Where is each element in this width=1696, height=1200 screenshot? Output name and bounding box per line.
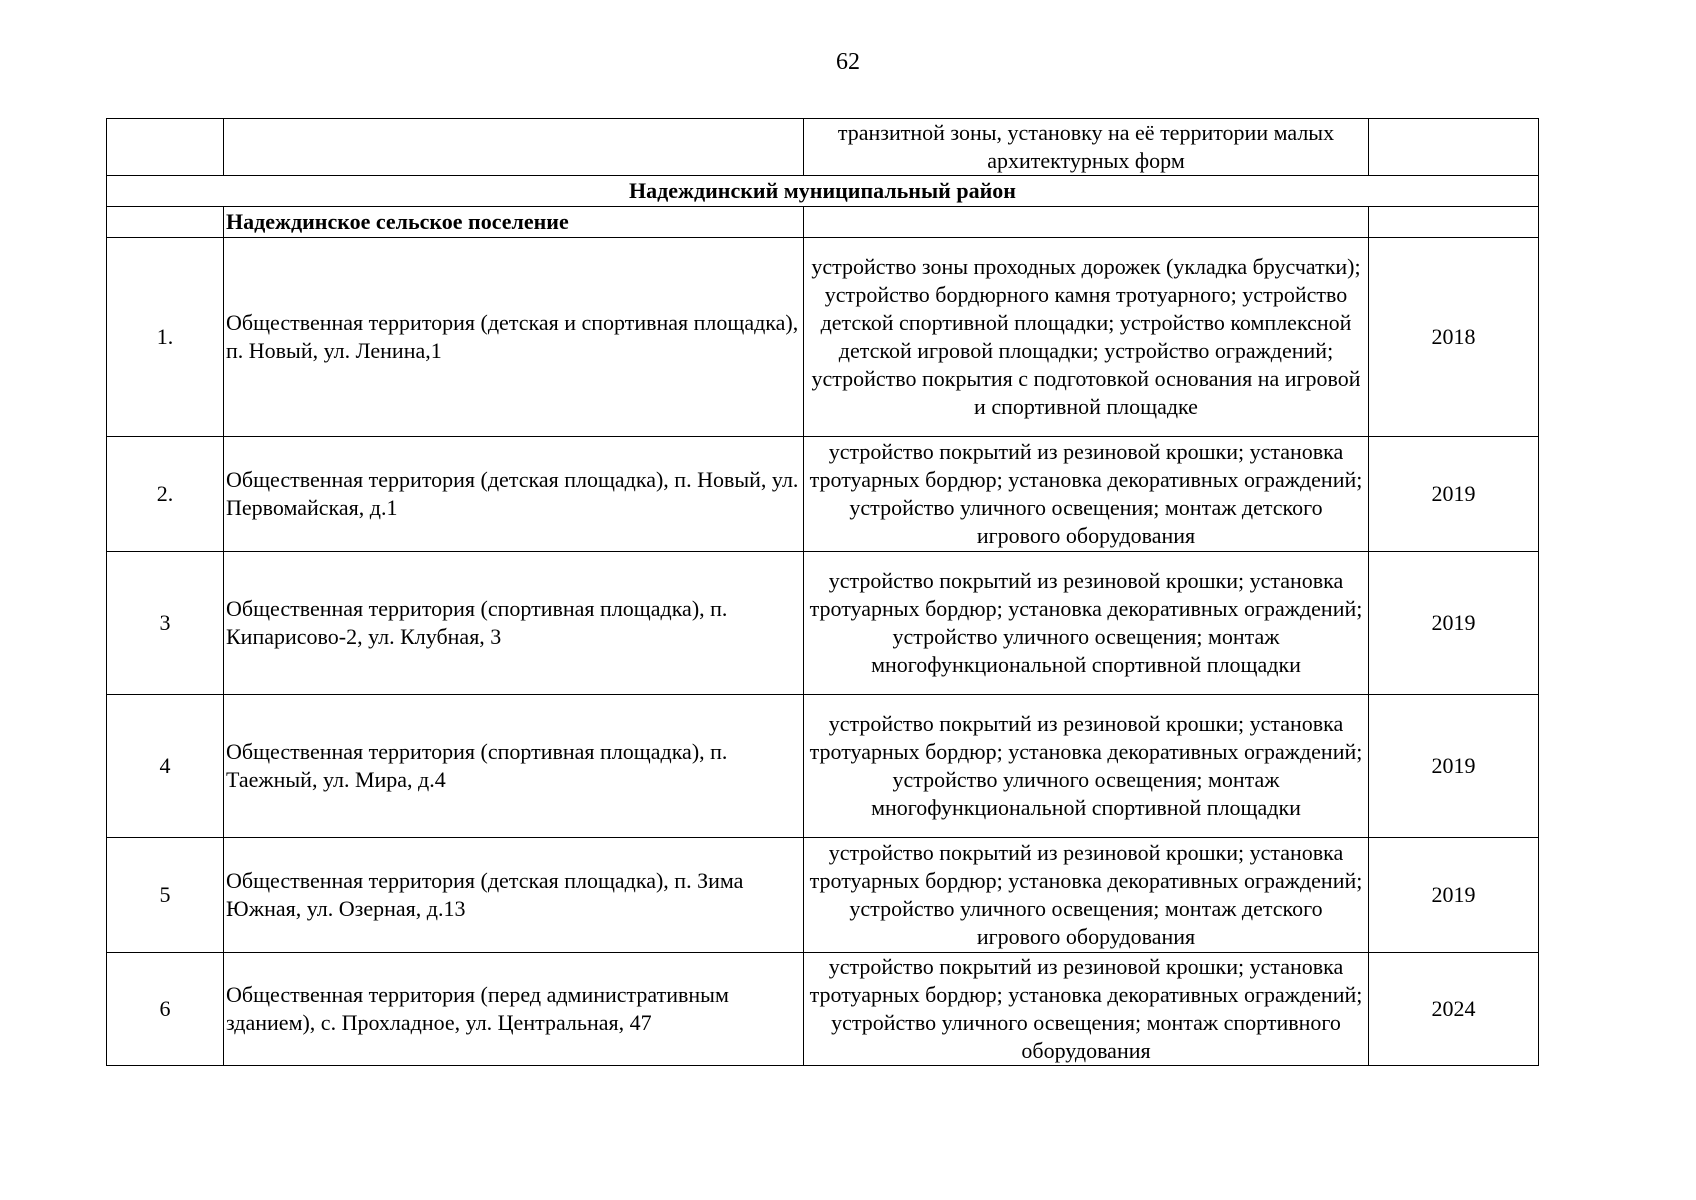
cell-work-continuation: транзитной зоны, установку на её территории малых архитектурных форм [804,119,1369,176]
cell-year-empty [1369,207,1539,238]
territory-name: Общественная территория (спортивная площадка), п. Таежный, ул. Мира, д.4 [224,695,804,838]
territory-name: Общественная территория (спортивная площадка), п. Кипарисово-2, ул. Клубная, 3 [224,552,804,695]
table-row [107,838,1539,953]
cell-name-empty [224,119,804,176]
row-number: 1. [107,238,224,437]
cell-work-empty [804,207,1369,238]
row-number: 3 [107,552,224,695]
year: 2019 [1369,437,1539,552]
year: 2019 [1369,552,1539,695]
works-description: устройство зоны проходных дорожек (укладка брусчатки); устройство бордюрного камня тротуарного; устройство детской спортивной площадки; устройство комплексной детской игровой площадки; устройство ограждений; устройство покрытия с подготовкой основания на игровой и спортивной площадке [804,238,1369,437]
territories-table [106,118,1539,1066]
row-number: 5 [107,838,224,953]
year: 2024 [1369,953,1539,1066]
table-row [107,437,1539,552]
territory-name: Общественная территория (детская площадка), п. Новый, ул. Первомайская, д.1 [224,437,804,552]
territory-name: Общественная территория (детская площадка), п. Зима Южная, ул. Озерная, д.13 [224,838,804,953]
cell-num-empty [107,207,224,238]
works-description: устройство покрытий из резиновой крошки; установка тротуарных бордюр; установка декоративных ограждений; устройство уличного освещения; монтаж детского игрового оборудования [804,838,1369,953]
settlement-title: Надеждинское сельское поселение [224,207,804,238]
year: 2018 [1369,238,1539,437]
table-row-continuation [107,119,1539,176]
year: 2019 [1369,838,1539,953]
table-row [107,695,1539,838]
year: 2019 [1369,695,1539,838]
territory-name: Общественная территория (детская и спортивная площадка), п. Новый, ул. Ленина,1 [224,238,804,437]
page-number: 62 [836,49,860,75]
territory-name: Общественная территория (перед административным зданием), с. Прохладное, ул. Центральная, 47 [224,953,804,1066]
district-title: Надеждинский муниципальный район [107,176,1539,207]
works-description: устройство покрытий из резиновой крошки; установка тротуарных бордюр; установка декоративных ограждений; устройство уличного освещения; монтаж многофункциональной спортивной площадки [804,695,1369,838]
table-row [107,953,1539,1066]
row-number: 4 [107,695,224,838]
cell-num-empty [107,119,224,176]
district-header-row [107,176,1539,207]
works-description: устройство покрытий из резиновой крошки; установка тротуарных бордюр; установка декоративных ограждений; устройство уличного освещения; монтаж спортивного оборудования [804,953,1369,1066]
settlement-header-row [107,207,1539,238]
table-row [107,552,1539,695]
row-number: 6 [107,953,224,1066]
cell-year-empty [1369,119,1539,176]
table-row [107,238,1539,437]
row-number: 2. [107,437,224,552]
works-description: устройство покрытий из резиновой крошки; установка тротуарных бордюр; установка декоративных ограждений; устройство уличного освещения; монтаж многофункциональной спортивной площадки [804,552,1369,695]
works-description: устройство покрытий из резиновой крошки; установка тротуарных бордюр; установка декоративных ограждений; устройство уличного освещения; монтаж детского игрового оборудования [804,437,1369,552]
